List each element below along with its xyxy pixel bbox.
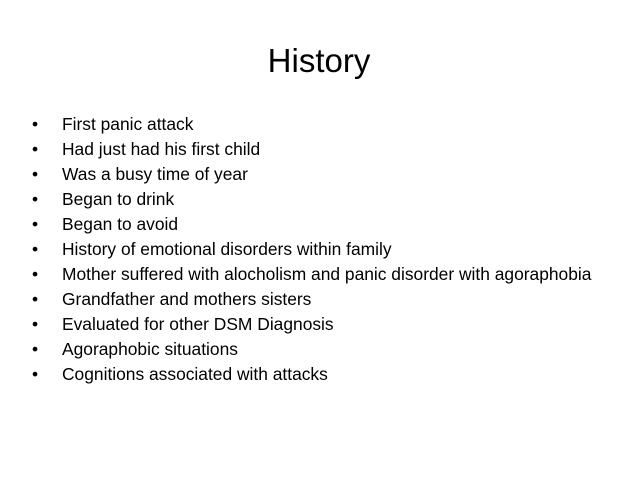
bullet-icon: • bbox=[32, 288, 39, 309]
bullet-text: Was a busy time of year bbox=[62, 163, 248, 184]
bullet-icon: • bbox=[32, 263, 39, 284]
bullet-icon: • bbox=[32, 238, 39, 259]
bullet-text: Began to avoid bbox=[62, 213, 179, 234]
bullet-item bbox=[32, 364, 602, 385]
bullet-text: Evaluated for other DSM Diagnosis bbox=[62, 313, 334, 334]
bullet-item bbox=[32, 164, 602, 185]
bullet-icon: • bbox=[32, 313, 39, 334]
bullet-text: First panic attack bbox=[62, 114, 194, 134]
bullet-item bbox=[32, 339, 602, 360]
bullet-icon: • bbox=[32, 163, 39, 184]
bullet-text: Had just had his first child bbox=[62, 138, 261, 159]
bullet-item bbox=[32, 214, 602, 235]
bullet-text: Agoraphobic situations bbox=[62, 338, 238, 359]
bullet-text: Began to drink bbox=[62, 188, 175, 209]
bullet-icon: • bbox=[32, 338, 39, 359]
bullet-item bbox=[32, 314, 602, 335]
bullet-icon: • bbox=[32, 188, 39, 209]
bullet-icon: • bbox=[32, 213, 39, 234]
bullet-list bbox=[32, 114, 602, 389]
bullet-icon: • bbox=[32, 114, 39, 134]
slide-title: History bbox=[267, 42, 371, 79]
bullet-text: Cognitions associated with attacks bbox=[62, 363, 328, 384]
bullet-text: Mother suffered with alocholism and panic disorder with agoraphobia bbox=[62, 263, 592, 284]
bullet-icon: • bbox=[32, 363, 39, 384]
bullet-item bbox=[32, 239, 602, 260]
bullet-text: History of emotional disorders within family bbox=[62, 238, 392, 259]
bullet-item bbox=[32, 139, 602, 160]
bullet-item bbox=[32, 189, 602, 210]
bullet-item bbox=[32, 114, 602, 135]
bullet-item bbox=[32, 264, 602, 285]
bullet-icon: • bbox=[32, 138, 39, 159]
bullet-text: Grandfather and mothers sisters bbox=[62, 288, 312, 309]
bullet-item bbox=[32, 289, 602, 310]
